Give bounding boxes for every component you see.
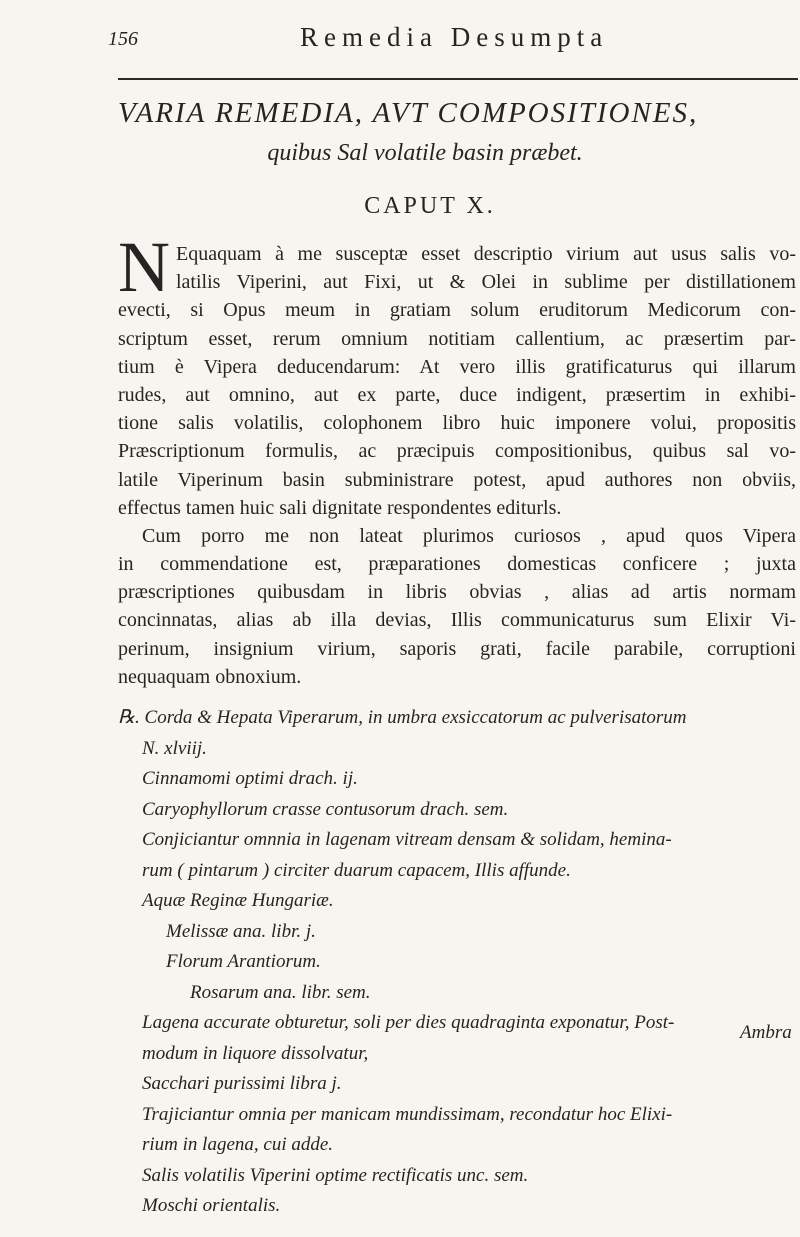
recipe-line: N. xlviij. <box>142 737 207 759</box>
text-line: concinnatas, alias ab illa devias, Illis communicaturus sum Elixir Vi- <box>118 609 796 632</box>
section-subtitle: quibus Sal volatile basin præbet. <box>267 140 583 166</box>
recipe-line: Cinnamomi optimi drach. ij. <box>142 768 358 789</box>
recipe-line: Rosarum ana. libr. sem. <box>190 981 371 1003</box>
text-line: evecti, si Opus meum in gratiam solum eruditorum Medicorum con- <box>118 299 796 322</box>
text-line: tione salis volatilis, colophonem libro huic imponere volui, propositis <box>118 412 796 435</box>
recipe-block <box>118 703 796 1222</box>
recipe-line: Salis volatilis Viperini optime rectificatis unc. sem. <box>142 1164 529 1186</box>
text-line: in commendatione est, præparationes domesticas conficere ; juxta <box>118 553 796 576</box>
recipe-line: Conjiciantur omnnia in lagenam vitream densam & solidam, hemina- <box>142 829 672 850</box>
text-line: Cum porro me non lateat plurimos curiosos , apud quos Vipera <box>142 524 796 547</box>
recipe-line: Moschi orientalis. <box>142 1195 281 1216</box>
recipe-line: Lagena accurate obturetur, soli per dies quadraginta exponatur, Post- <box>142 1012 675 1033</box>
text-line: præscriptiones quibusdam in libris obvias , alias ad artis normam <box>118 581 796 604</box>
running-title: Remedia Desumpta <box>300 22 609 52</box>
recipe-line: Trajiciantur omnia per manicam mundissimam, recondatur hoc Elixi- <box>142 1103 673 1125</box>
text-line: rudes, aut omnino, aut ex parte, duce indigent, præsertim in exhibi- <box>118 383 796 406</box>
header-rule <box>118 78 798 80</box>
chapter-heading: CAPUT X. <box>364 193 496 219</box>
recipe-line: ℞. Corda & Hepata Viperarum, in umbra exsiccatorum ac pulverisatorum <box>118 707 687 728</box>
recipe-line: Sacchari purissimi libra j. <box>142 1073 342 1094</box>
text-line: latilis Viperini, aut Fixi, ut & Olei in sublime per distillationem <box>176 271 796 294</box>
recipe-line: Aquæ Reginæ Hungariæ. <box>142 890 334 911</box>
text-line: perinum, insignium virium, saporis grati, facile parabile, corruptioni <box>118 637 796 660</box>
body-text <box>118 227 796 691</box>
page-number: 156 <box>108 28 138 50</box>
recipe-line: rum ( pintarum ) circiter duarum capacem, Illis affunde. <box>142 859 571 881</box>
text-line: scriptum esset, rerum omnium notitiam callentium, ac præsertim par- <box>118 327 796 350</box>
catchword: Ambra <box>740 1022 792 1043</box>
recipe-line: Caryophyllorum crasse contusorum drach. sem. <box>142 798 509 820</box>
recipe-line: rium in lagena, cui adde. <box>142 1134 334 1155</box>
text-line: nequaquam obnoxium. <box>118 665 302 688</box>
running-header <box>0 22 800 58</box>
recipe-line: modum in liquore dissolvatur, <box>142 1042 369 1064</box>
text-line: latile Viperinum basin subministrare potest, apud authores non obviis, <box>118 468 796 491</box>
text-line: Equaquam à me susceptæ esset descriptio virium aut usus salis vo- <box>176 243 796 265</box>
text-line: Præscriptionum formulis, ac præcipuis compositionibus, quibus sal vo- <box>118 440 796 463</box>
recipe-line: Melissæ ana. libr. j. <box>166 920 316 942</box>
text-line: tium è Vipera deducendarum: At vero illis gratificaturus qui illarum <box>118 355 796 378</box>
drop-cap: N <box>118 227 170 307</box>
section-title: VARIA REMEDIA, AVT COMPOSITIONES, <box>118 97 699 129</box>
recipe-line: Florum Arantiorum. <box>166 951 321 972</box>
text-line: effectus tamen huic sali dignitate respondentes editurls. <box>118 496 562 519</box>
